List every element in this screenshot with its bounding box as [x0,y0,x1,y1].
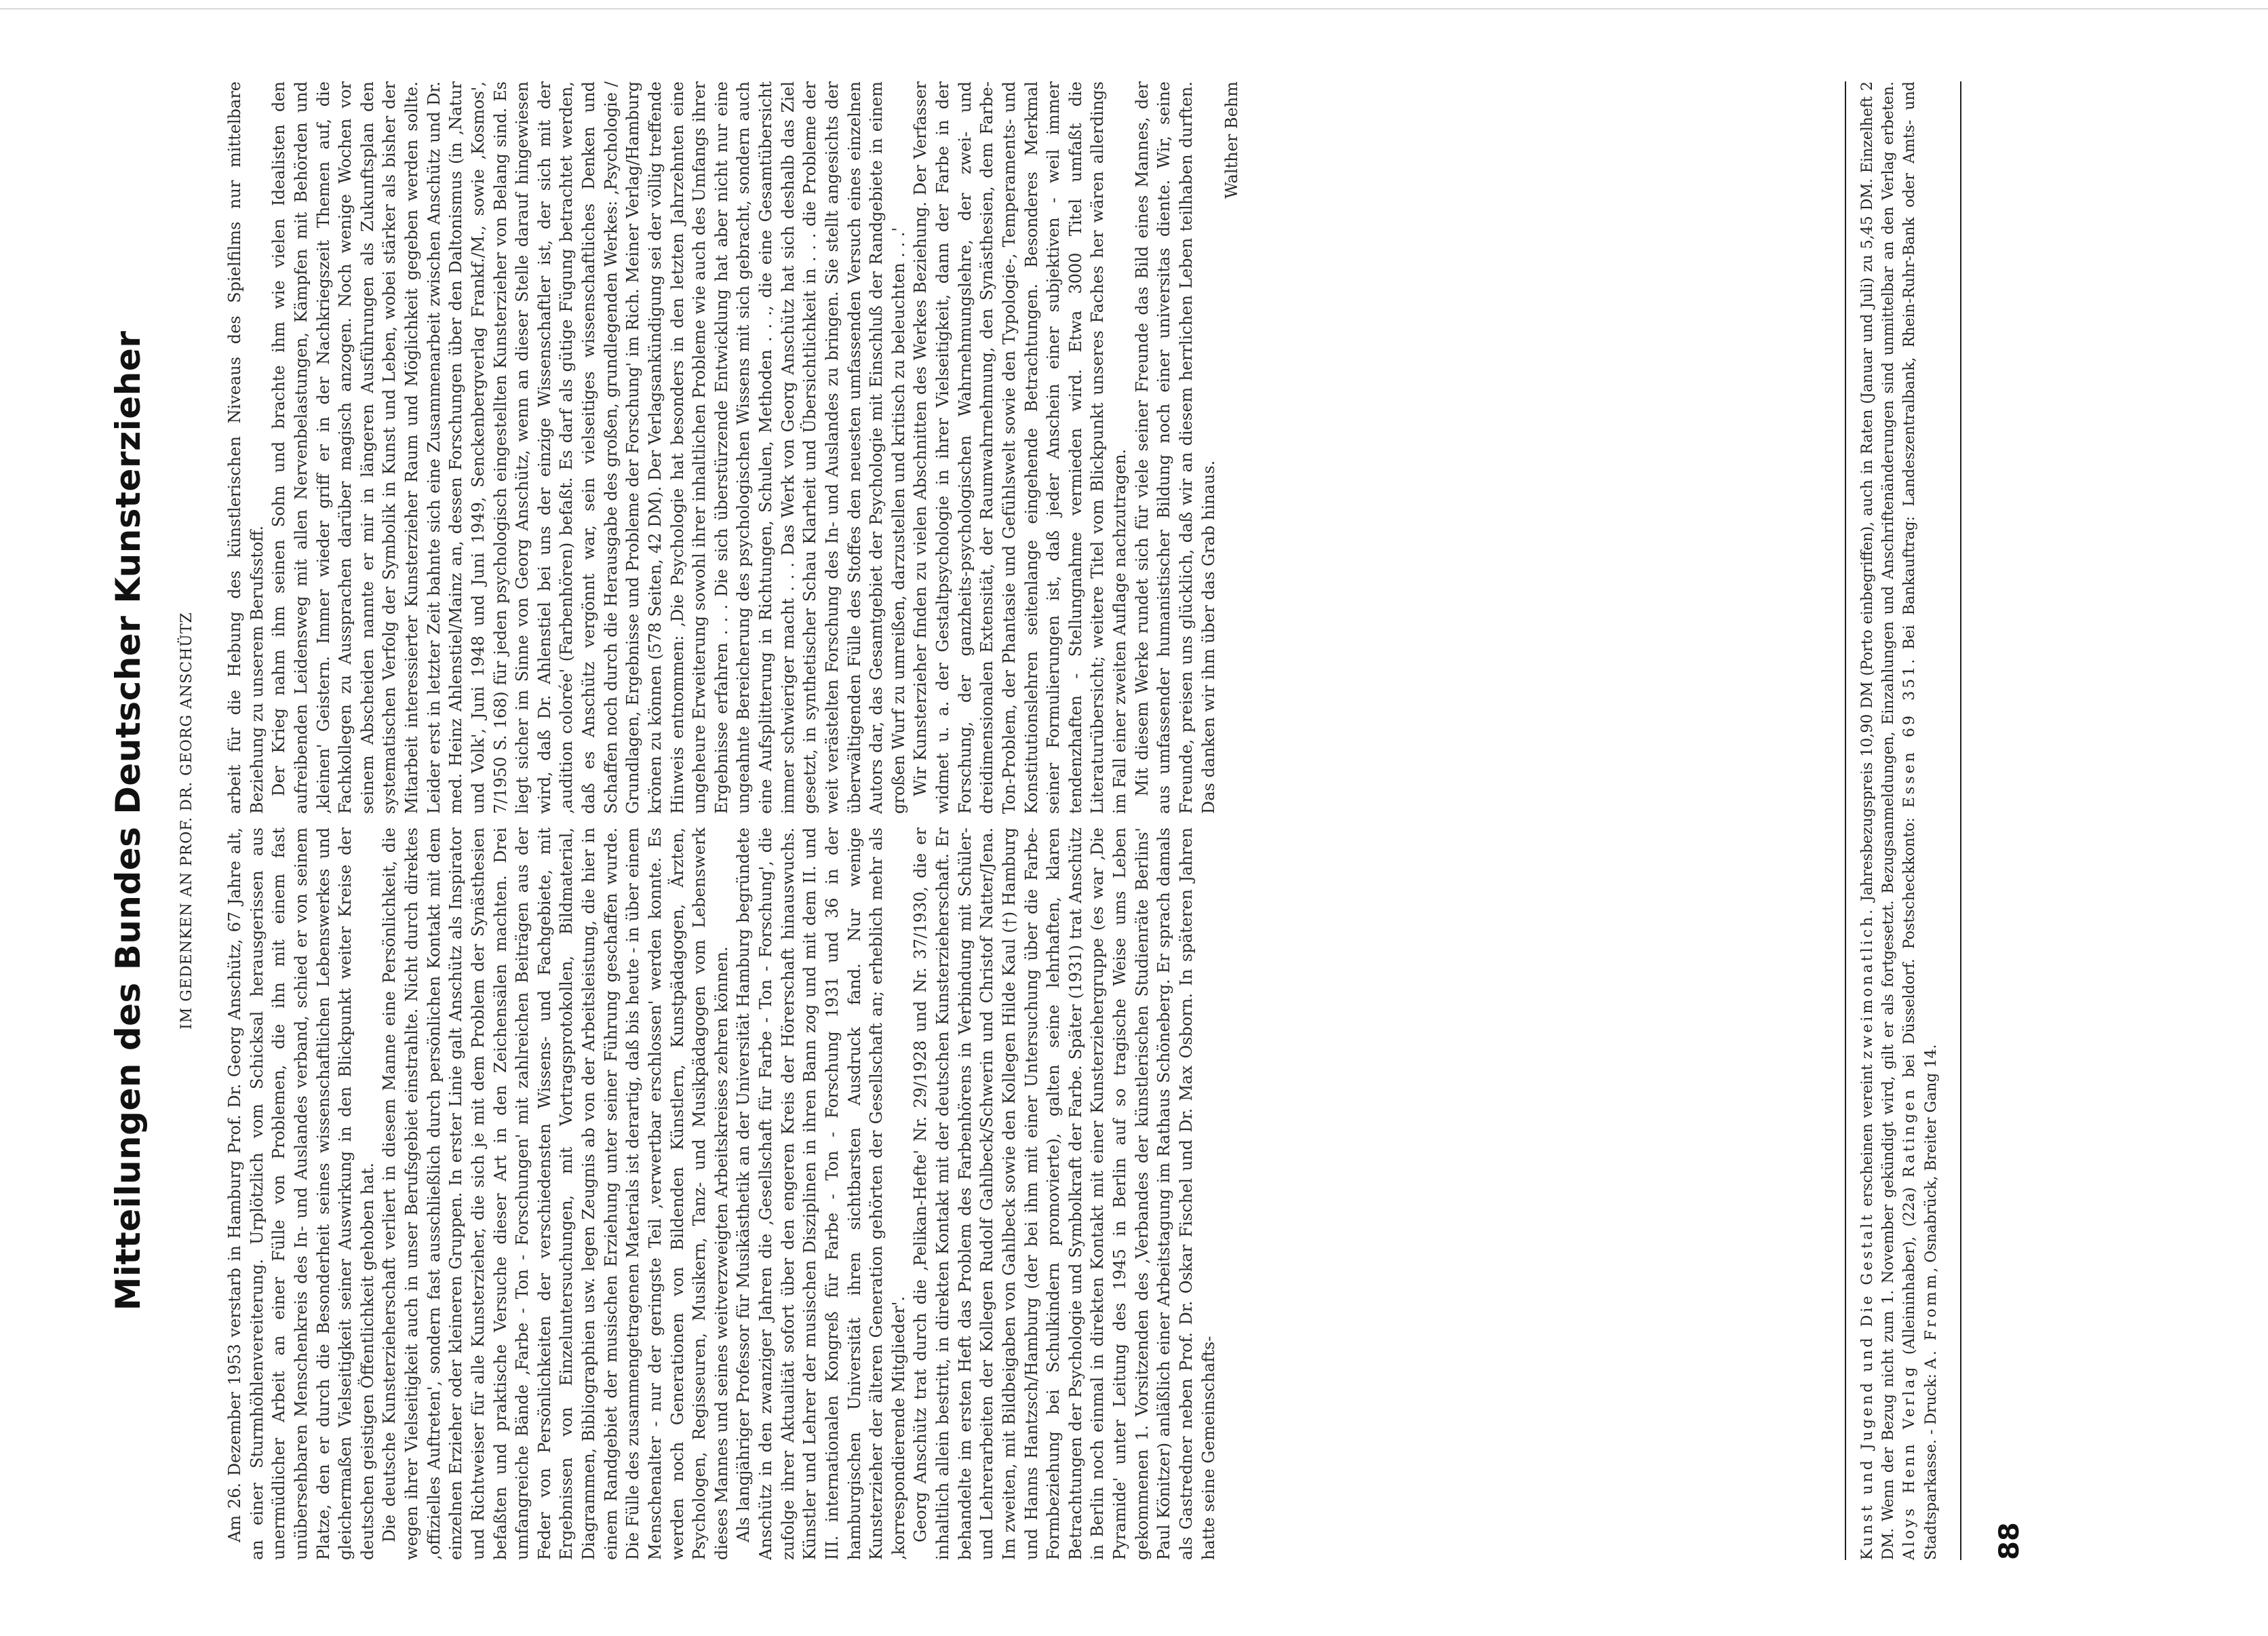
paragraph: arbeit für die Hebung des künstlerischen Niveaus des Spielfilms nur mittelbare Beziehung zu unserem Berufsstoff. [225,81,267,814]
footer-rule-bottom [1960,81,1961,1560]
footer-text: , Osnabrück, Breiter Gang 14. [1922,1044,1940,1272]
footer-account: Essen 69 351 [1901,663,1919,808]
page-headline: Mitteilungen des Bundes Deutscher Kunsterzieher [109,330,148,1311]
footer-text: . Bei Bankauftrag: Landeszentralbank, Rhein-Ruhr-Bank oder Amts- und Stadtsparkasse. - Druck: [1901,81,1940,1560]
scan-edge-line [0,8,2268,9]
author-signature: Walther Behm [1222,81,1242,199]
footer-rule-top [1845,81,1846,1560]
page-number: 88 [1994,1522,2025,1560]
right-text-column [224,81,2001,814]
footer-text: erscheinen vereint [1859,1059,1876,1212]
footer-frequency: zweimonatlich. [1859,906,1876,1059]
footer-text: Jahresbezugspreis 10,90 DM (Porto einbegriffen), auch in Raten (Januar und Juli) zu 5,45 DM. Einzelheft 2 DM. Wenn der Bezug nicht zum 1. November gekündigt wird, gilt er als fortgesetzt. Bezugsanmeldungen, Einzahlungen und Anschriftenänderungen sind unmittelbar an den Verlag erbeten. [1859,81,1898,1560]
footer-publisher: Aloys Henn Verlag [1901,1364,1919,1560]
footer-journal-name: Kunst und Jugend und Die Gestalt [1859,1211,1876,1560]
paragraph: Georg Anschütz trat durch die ‚Pelikan-Hefte' Nr. 29/1928 und Nr. 37/1930, die er inhaltlich allein bestritt, in direkten Kontakt mit der deutschen Kunsterzieherschaft. Er behandelte im ersten Heft das Problem des Farbenhörens in Verbindung mit Schüler- und Lehrerarbeiten der Kollegen Rudolf Gahlbeck/Schwerin und Christof Natter/Jena. Im zweiten, mit Bildbeigaben von Gahlbeck sowie den Kollegen Hilde Kaul (†) Hamburg und Hanns Hantzsch/Hamburg (der bei ihm mit einer Untersuchung über die Farbe-Formbeziehung bei Schulkindern promovierte), galten seine lehrhaften, klaren Betrachtungen der Psychologie und Symbolkraft der Farbe. Später (1931) trat Anschütz in Berlin noch einmal in direkten Kontakt mit einer Kunsterziehergruppe (es war ‚Die Pyramide' unter Leitung des 1945 in Berlin auf so tragische Weise ums Leben gekommenen 1. Vorsitzenden des ‚Verbandes der künstlerischen Studienräte Berlins' Paul Könitzer) anläßlich einer Arbeitstagung im Rathaus Schöneberg. Er sprach damals als Gastredner neben Prof. Dr. Oskar Fischel und Dr. Max Osborn. In späteren Jahren hatte seine Gemeinschafts- [911,827,1218,1560]
footer-city: Ratingen [1901,1087,1919,1178]
paragraph: Als langjähriger Professor für Musikästhetik an der Universität Hamburg begründete Anschütz in den zwanziger Jahren die ‚Gesellschaft für Farbe - Ton - Forschung', die zufolge ihrer Aktualität sofort über den engeren Kreis der Hörerschaft hinauswuchs. Künstler und Lehrer der musischen Disziplinen in ihren Bann zog und mit dem II. und III. internationalen Kongreß für Farbe - Ton - Forschung 1931 und 36 in der hamburgischen Universität ihren sichtbarsten Ausdruck fand. Nur wenige Kunsterzieher der älteren Generation gehörten der Gesellschaft an; erheblich mehr als ‚korrespondierende Mitglieder'. [734,827,908,1560]
footer-text: (Alleininhaber), (22a) [1901,1177,1919,1365]
footer-printer: A. Fromm [1922,1272,1940,1369]
left-text-column [224,827,2001,1560]
paragraph: Am 26. Dezember 1953 verstarb in Hamburg Prof. Dr. Georg Anschütz, 67 Jahre alt, an einer Sturmhöhlenvereiterung. Urplötzlich vom Schicksal herausgerissen aus unermüdlicher Arbeit an einer Fülle von Problemen, die ihn mit einem fast unübersehbaren Menschenkreis des In- und Auslandes verband, schied er von seinem Platze, den er durch die Besonderheit seines wissenschaftlichen Lebenswerkes und gleichermaßen Vielseitigkeit seiner Auswirkung in den Blickpunkt weiter Kreise der deutschen geistigen Öffentlichkeit gehoben hat. [225,827,377,1560]
paragraph: Die deutsche Kunsterzieherschaft verliert in diesem Manne eine Persönlichkeit, die wegen ihrer Vielseitigkeit auch in unser Berufsgebiet einstrahlte. Nicht durch direktes ‚offizielles Auftreten', sondern fast ausschließlich durch persönlichen Kontakt mit dem einzelnen Erzieher oder kleineren Gruppen. In erster Linie galt Anschütz als Inspirator und Richtweiser für alle Kunsterzieher, die sich je mit dem Problem der Synästhesien befaßten und praktische Versuche dieser Art in den Zeichensälen machten. Drei umfangreiche Bände ‚Farbe - Ton - Forschungen' mit zahlreichen Beiträgen aus der Feder von Persönlichkeiten der verschiedensten Wissens- und Fachgebiete, mit Ergebnissen von Einzeluntersuchungen, mit Vortragsprotokollen, Bildmaterial, Diagrammen, Bibliographien usw. legen Zeugnis ab von der Arbeitsleistung, die hier in einem Randgebiet der musischen Erziehung unter seiner Führung geschaffen wurde. Die Fülle des zusammengetragenen Materials ist derartig, daß bis heute - in über einem Menschenalter - nur der geringste Teil ‚verwertbar erschlossen' werden konnte. Es werden noch Generationen von Bildenden Künstlern, Kunstpädagogen, Ärzten, Psychologen, Regisseuren, Musikern, Tanz- und Musikpädagogen vom Lebenswerk dieses Mannes und seines weitverzweigten Arbeitskreises zehren können. [380,827,731,1560]
rotated-page [109,81,2191,1560]
footer-text: bei Düsseldorf. Postscheckkonto: [1901,808,1919,1087]
paragraph: Wir Kunsterzieher finden zu vielen Abschnitten des Werkes Beziehung. Der Verfasser widmet u. a. der Gestaltpsychologie in ihrer Vielseitigkeit, dann der Farbe in der Forschung, der ganzheits-psychologischen Wahrnehmungslehre, der zwei- und dreidimensionalen Extensität, der Raumwahrnehmung, den Synästhesien, dem Farbe-Ton-Problem, der Phantasie und Gefühlswelt sowie den Typologie-, Temperaments- und Konstitutionslehren seitenlange eingehende Betrachtungen. Besonderes Merkmal seiner Formulierungen ist, daß jeder Anschein einer subjektiven - weil immer tendenzhaften - Stellungnahme vermieden wird. Etwa 3000 Titel umfaßt die Literaturübersicht; weitere Titel vom Blickpunkt unseres Faches her wären allerdings im Fall einer zweiten Auflage nachzutragen. [911,81,1129,814]
paragraph: Der Krieg nahm ihm seinen Sohn und brachte ihm wie vielen Idealisten den aufreibenden Leidensweg mit allen Nervenbelastungen, Kämpfen mit Behörden und ‚kleinen' Geistern. Immer wieder griff er in der Nachkriegszeit Themen auf, die Fachkollegen zu Aussprachen darüber magisch anzogen. Noch wenige Wochen vor seinem Abscheiden nannte er mir in längeren Ausführungen als Zukunftsplan den systematischen Verfolg der Symbolik in Kunst und Leben, wobei stärker als bisher der Mitarbeit interessierter Kunsterzieher Raum und Möglichkeit gegeben werden sollte. Leider erst in letzter Zeit bahnte sich eine Zusammenarbeit zwischen Anschütz und Dr. med. Heinz Ahlenstiel/Mainz an, dessen Forschungen über den Daltonismus (in ‚Natur und Volk', Juni 1948 und Juni 1949, Senckenbergverlag Frankf./M., sowie ‚Kosmos', 7/1950 S. 168) für jeden psychologisch eingestellten Kunsterzieher von Belang sind. Es liegt sicher im Sinne von Georg Anschütz, wenn an dieser Stelle darauf hingewiesen wird, daß Dr. Ahlenstiel bei uns der einzige Wissenschaftler ist, der sich mit der ‚audition colorée' (Farbenhören) befaßt. Es darf als gütige Fügung betrachtet werden, daß es Anschütz vergönnt war, sein vielseitiges wissenschaftliches Denken und Schaffen noch durch die Herausgabe des großen, grundlegenden Werkes: ‚Psychologie / Grundlagen, Ergebnisse und Probleme der Forschung' im Rich. Meiner Verlag/Hamburg krönen zu können (578 Seiten, 42 DM). Der Verlagsankündigung sei der völlig treffende Hinweis entnommen: ‚Die Psychologie hat besonders in den letzten Jahrzehnten eine ungeheure Erweiterung sowohl ihrer inhaltlichen Probleme wie auch des Umfangs ihrer Ergebnisse erfahren . . . Die sich überstürzende Entwicklung hat aber nicht nur eine ungeahnte Bereicherung des psychologischen Wissens mit sich gebracht, sondern auch eine Aufsplitterung in Richtungen, Schulen, Methoden . . ., die eine Gesamtübersicht immer schwieriger macht . . . Das Werk von Georg Anschütz hat sich deshalb das Ziel gesetzt, in synthetischer Schau Klarheit und Übersichtlichkeit in . . . die Probleme der weit verästelten Forschung des In- und Auslandes zu bringen. Sie stellt angesichts der überwältigenden Fülle des Stoffes den neuesten umfassenden Versuch eines einzelnen Autors dar, das Gesamtgebiet der Psychologie mit Einschluß der Randgebiete in einem großen Wurf zu umreißen, darzustellen und kritisch zu beleuchten . . .' [269,81,908,814]
publication-footer [1857,81,1942,1560]
article-subheadline: IM GEDENKEN AN PROF. DR. GEORG ANSCHÜTZ [178,612,195,1030]
paragraph: Mit diesem Werke rundet sich für viele seiner Freunde das Bild eines Mannes, der aus umfassender humanistischer Bildung noch einer universitas diente. Wir, seine Freunde, preisen uns glücklich, daß wir an diesem herrlichen Leben teilhaben durften. Das danken wir ihm über das Grab hinaus. [1132,81,1218,814]
